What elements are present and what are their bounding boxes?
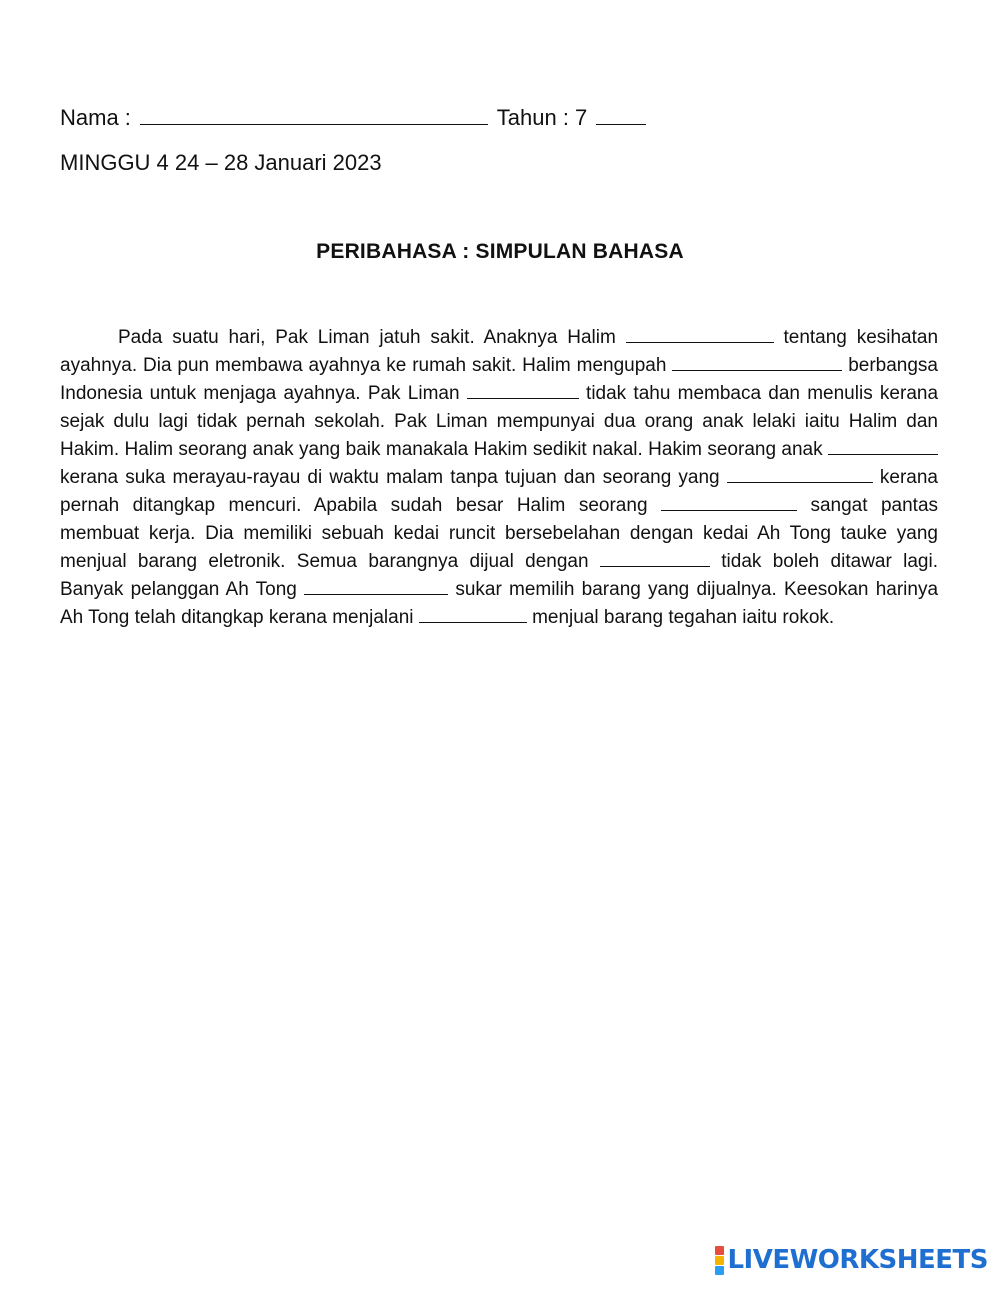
passage-text — [60, 324, 938, 632]
passage-segment: sangat pantas membuat kerja. Dia memiliki sebuah kedai runcit bersebelahan dengan kedai Ah Tong tauke yang menjual barang eletronik. Semua barangnya dijual dengan — [60, 495, 939, 572]
logo-mark-icon — [715, 1246, 724, 1275]
name-year-line — [60, 104, 649, 131]
passage-segment: kerana pernah ditangkap mencuri. Apabila sudah besar Halim seorang — [60, 467, 939, 516]
answer-blank-1[interactable] — [626, 326, 774, 343]
passage-segment: tidak boleh ditawar lagi. Banyak pelanggan Ah Tong — [60, 551, 938, 600]
answer-blank-4[interactable] — [828, 438, 938, 455]
class-input-blank[interactable] — [596, 104, 646, 125]
answer-blank-3[interactable] — [467, 382, 579, 399]
worksheet-title: PERIBAHASA : SIMPULAN BAHASA — [316, 240, 684, 263]
liveworksheets-logo — [715, 1245, 988, 1275]
passage-segment: tentang kesihatan ayahnya. Dia pun membawa ayahnya ke rumah sakit. Halim mengupah — [60, 327, 939, 376]
week-date-line: MINGGU 4 24 – 28 Januari 2023 — [60, 150, 382, 175]
passage-segment: sukar memilih barang yang dijualnya. Keesokan harinya Ah Tong telah ditangkap kerana menjalani — [60, 579, 939, 628]
passage-segment: tidak tahu membaca dan menulis kerana sejak dulu lagi tidak pernah sekolah. Pak Liman mempunyai dua orang anak lelaki iaitu Halim dan Hakim. Halim seorang anak yang baik manakala Hakim sedikit nakal. Hakim seorang anak — [60, 383, 939, 460]
answer-blank-6[interactable] — [661, 494, 797, 511]
logo-mark-block — [715, 1256, 724, 1265]
answer-blank-9[interactable] — [419, 606, 527, 623]
name-input-blank[interactable] — [140, 104, 488, 125]
passage-segment: Pada suatu hari, Pak Liman jatuh sakit. Anaknya Halim — [118, 327, 616, 348]
answer-blank-8[interactable] — [304, 578, 448, 595]
answer-blank-5[interactable] — [727, 466, 873, 483]
logo-text: LIVEWORKSHEETS — [727, 1245, 988, 1275]
passage-segment: kerana suka merayau-rayau di waktu malam tanpa tujuan dan seorang yang — [60, 467, 720, 488]
passage-segment: menjual barang tegahan iaitu rokok. — [532, 607, 835, 628]
logo-mark-block — [715, 1246, 724, 1255]
name-label: Nama : — [60, 105, 131, 130]
logo-mark-block — [715, 1266, 724, 1275]
answer-blank-7[interactable] — [600, 550, 710, 567]
year-label: Tahun : 7 — [496, 105, 588, 130]
passage-segment: berbangsa Indonesia untuk menjaga ayahnya. Pak Liman — [60, 355, 938, 404]
answer-blank-2[interactable] — [672, 354, 842, 371]
